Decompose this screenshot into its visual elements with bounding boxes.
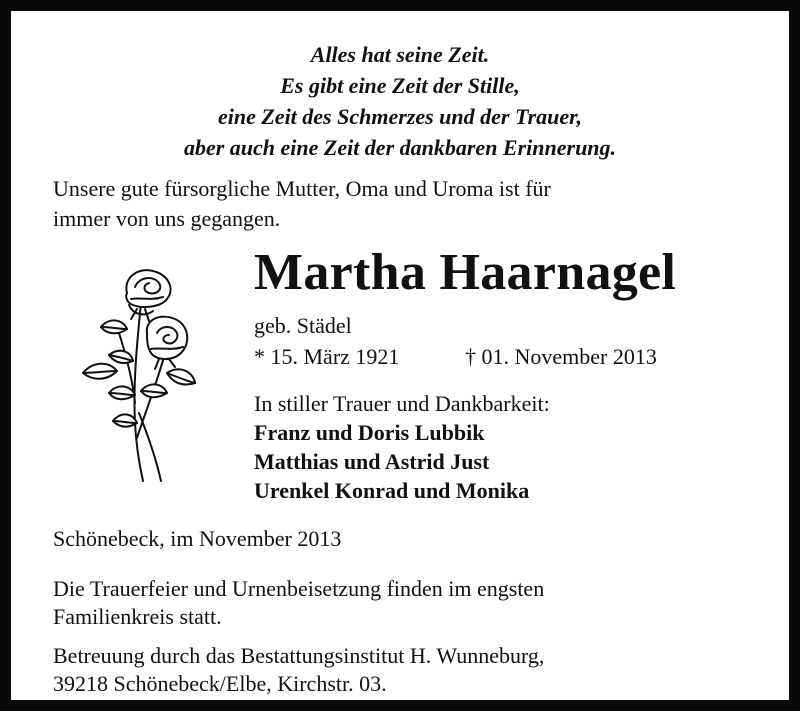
intro-line: immer von uns gegangen. (53, 206, 281, 231)
deceased-name: Martha Haarnagel (254, 244, 677, 301)
ceremony-line: Die Trauerfeier und Urnenbeisetzung finden im engsten (53, 576, 545, 601)
mourner-name: Matthias und Astrid Just (254, 449, 490, 474)
life-dates (254, 343, 657, 371)
mourner-name: Franz und Doris Lubbik (254, 420, 485, 445)
ceremony-notice (53, 575, 733, 631)
ceremony-line: Familienkreis statt. (53, 604, 222, 629)
verse-line: Alles hat seine Zeit. (310, 42, 490, 67)
verse (22, 39, 778, 163)
funeral-home-line: Betreuung durch das Bestattungsinstitut H. Wunneburg, (53, 643, 545, 668)
intro-text (53, 174, 753, 234)
intro-line: Unsere gute fürsorgliche Mutter, Oma und Uroma ist für (53, 176, 551, 201)
verse-line: eine Zeit des Schmerzes und der Trauer, (217, 104, 583, 129)
funeral-home-notice (53, 642, 733, 698)
death-date: † 01. November 2013 (465, 344, 657, 369)
rose-icon (79, 263, 207, 485)
mourner-name: Urenkel Konrad und Monika (254, 478, 530, 503)
verse-line: aber auch eine Zeit der dankbaren Erinnerung. (183, 135, 617, 160)
birth-name: geb. Städel (254, 313, 352, 338)
mourners-heading: In stiller Trauer und Dankbarkeit: (254, 391, 550, 416)
mourners-block (254, 389, 550, 505)
verse-line: Es gibt eine Zeit der Stille, (280, 73, 520, 98)
place-and-date: Schönebeck, im November 2013 (53, 526, 342, 551)
birth-date: * 15. März 1921 (254, 344, 400, 369)
funeral-home-line: 39218 Schönebeck/Elbe, Kirchstr. 03. (53, 671, 387, 696)
